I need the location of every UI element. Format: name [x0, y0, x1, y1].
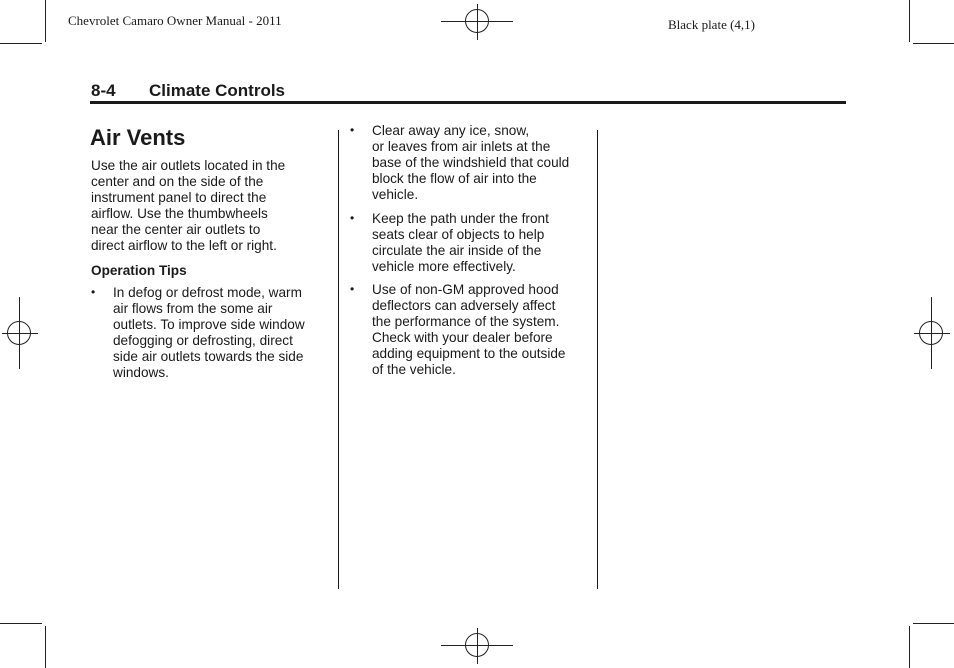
bullet-line: In defog or defrost mode, warm	[113, 285, 302, 300]
list-item	[350, 211, 590, 275]
crop-mark-top-left-h	[0, 43, 42, 44]
bullet-line: outlets. To improve side window	[113, 317, 305, 332]
crop-mark-bottom-right-v	[909, 626, 910, 668]
bullet-line: or leaves from air inlets at the	[372, 139, 551, 154]
plate-info: Black plate (4,1)	[668, 17, 755, 32]
operation-tips-heading: Operation Tips	[91, 263, 187, 278]
list-item	[350, 282, 590, 378]
intro-line: direct airflow to the left or right.	[91, 238, 277, 253]
bullet-line: Check with your dealer before	[372, 330, 553, 345]
bullet-line: base of the windshield that could	[372, 155, 570, 170]
crop-mark-bottom-left-h	[0, 623, 42, 624]
bullet-line: Keep the path under the front	[372, 211, 549, 226]
bullet-line: seats clear of objects to help	[372, 227, 545, 242]
crop-mark-top-right-h	[913, 43, 954, 44]
crop-mark-bottom-left-v	[45, 626, 46, 668]
list-item	[91, 285, 331, 381]
intro-line: near the center air outlets to	[91, 222, 261, 237]
column-divider-2	[597, 130, 598, 589]
bullet-line: circulate the air inside of the	[372, 243, 542, 258]
crop-mark-top-left-v	[45, 0, 46, 42]
intro-paragraph	[91, 158, 331, 254]
bullet-line: of the vehicle.	[372, 362, 456, 377]
bullet-line: block the flow of air into the	[372, 171, 537, 186]
bullet-icon: •	[350, 123, 355, 137]
bullet-line: windows.	[113, 365, 169, 380]
column-1	[91, 158, 331, 388]
manual-title: Chevrolet Camaro Owner Manual - 2011	[68, 13, 282, 28]
operation-tips-list-col2	[350, 123, 590, 378]
intro-line: instrument panel to direct the	[91, 190, 267, 205]
operation-tips-list-col1	[91, 285, 331, 381]
section-divider	[90, 101, 846, 104]
bullet-line: Use of non-GM approved hood	[372, 282, 559, 297]
crop-mark-top-right-v	[909, 0, 910, 42]
bullet-line: Clear away any ice, snow,	[372, 123, 530, 138]
column-divider-1	[338, 130, 339, 589]
bullet-line: the performance of the system.	[372, 314, 560, 329]
bullet-icon: •	[350, 282, 355, 296]
section-title: Climate Controls	[149, 81, 286, 100]
intro-line: airflow. Use the thumbwheels	[91, 206, 268, 221]
bullet-icon: •	[350, 211, 355, 225]
list-item	[350, 123, 590, 203]
bullet-line: adding equipment to the outside	[372, 346, 566, 361]
bullet-line: vehicle.	[372, 187, 419, 202]
intro-line: Use the air outlets located in the	[91, 158, 286, 173]
crop-mark-bottom-right-h	[913, 623, 954, 624]
bullet-line: side air outlets towards the side	[113, 349, 304, 364]
bullet-line: air flows from the some air	[113, 301, 273, 316]
section-number: 8-4	[91, 81, 116, 100]
bullet-icon: •	[91, 285, 96, 299]
bullet-line: defogging or defrosting, direct	[113, 333, 293, 348]
page-title: Air Vents	[90, 125, 186, 150]
bullet-line: deflectors can adversely affect	[372, 298, 556, 313]
column-2	[350, 123, 590, 385]
intro-line: center and on the side of the	[91, 174, 264, 189]
bullet-line: vehicle more effectively.	[372, 259, 516, 274]
